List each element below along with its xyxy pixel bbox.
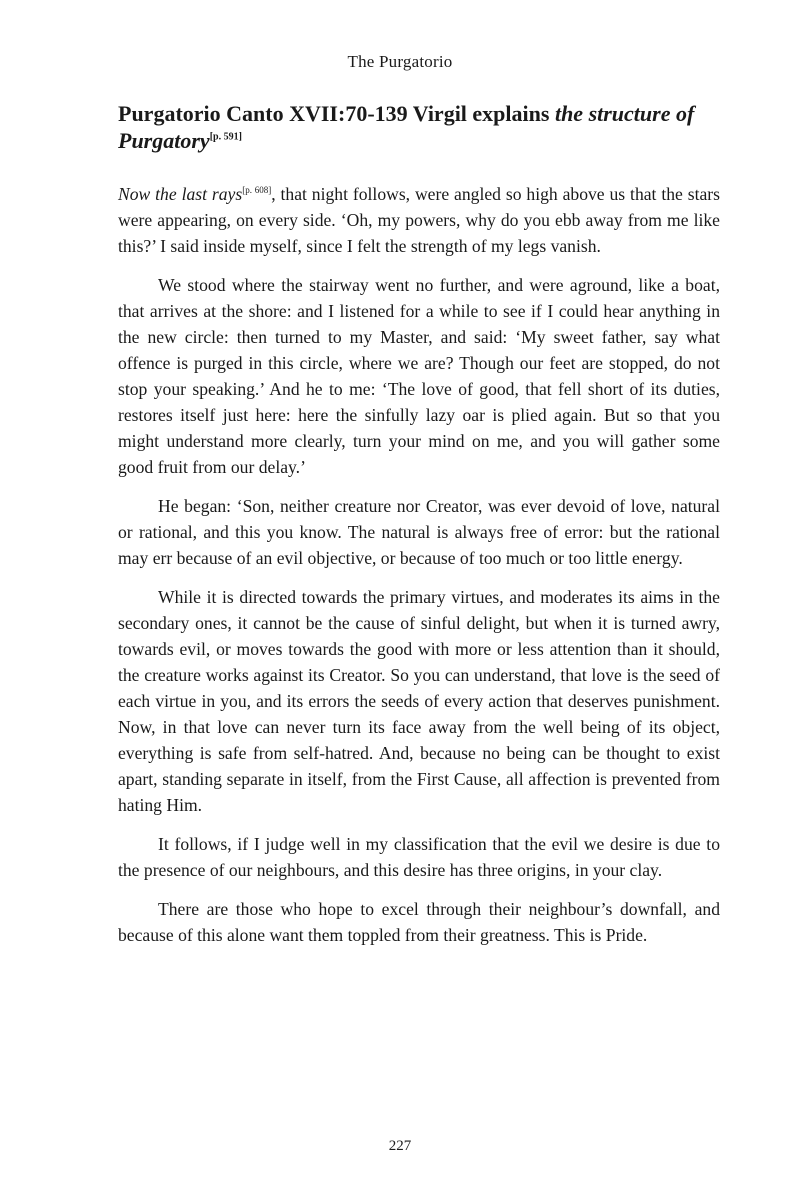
paragraph-2: We stood where the stairway went no further, and were aground, like a boat, that arrives at the shore: and I listened for a while to see if I could hear anything in the new circle: then turned to my Master, and said: ‘My sweet father, say what offence is purged in this circle, where we are? Though our feet are stopped, do not stop your speaking.’ And he to me: ‘The love of good, that fell short of its duties, restores itself just here: here the sinfully lazy oar is plied again. But so that you might understand more clearly, turn your mind on me, and you will gather some good fruit from our delay.’	[118, 275, 720, 477]
body-text	[118, 181, 720, 961]
paragraph-1-page-ref: [p. 608]	[242, 185, 272, 196]
page-number: 227	[388, 1138, 412, 1154]
paragraph-1	[118, 181, 720, 259]
heading-italic: the structure of Purgatory	[118, 101, 695, 153]
paragraph-4: While it is directed towards the primary virtues, and moderates its aims in the secondary ones, it cannot be the cause of sinful delight, but when it is turned awry, towards evil, or moves towards the good with more or less attention than it should, the creature works against its Creator. So you can understand, that love is the seed of each virtue in you, and its errors the seeds of every action that deserves punishment. Now, in that love can never turn its face away from the well being of its object, everything is safe from self-hatred. And, because no being can be thought to exist apart, standing separate in itself, from the First Cause, all affection is prevented from hating Him.	[118, 587, 720, 815]
running-head: The Purgatorio	[347, 52, 453, 71]
paragraph-1-lead: Now the last rays	[118, 184, 243, 204]
section-heading	[118, 100, 698, 154]
paragraph-6: There are those who hope to excel through their neighbour’s downfall, and because of this alone want them toppled from their greatness. This is Pride.	[118, 899, 720, 945]
heading-main: Purgatorio Canto XVII:70-139 Virgil explains	[118, 101, 555, 126]
paragraph-1-text: , that night follows, were angled so high above us that the stars were appearing, on every side. ‘Oh, my powers, why do you ebb away from me like this?’ I said inside myself, since I felt the strength of my legs vanish.	[118, 184, 720, 256]
paragraph-3: He began: ‘Son, neither creature nor Creator, was ever devoid of love, natural or rational, and this you know. The natural is always free of error: but the rational may err because of an evil objective, or because of too much or too little energy.	[118, 496, 720, 568]
paragraph-5: It follows, if I judge well in my classification that the evil we desire is due to the presence of our neighbours, and this desire has three origins, in your clay.	[118, 834, 720, 880]
heading-page-ref: [p. 591]	[209, 131, 242, 143]
